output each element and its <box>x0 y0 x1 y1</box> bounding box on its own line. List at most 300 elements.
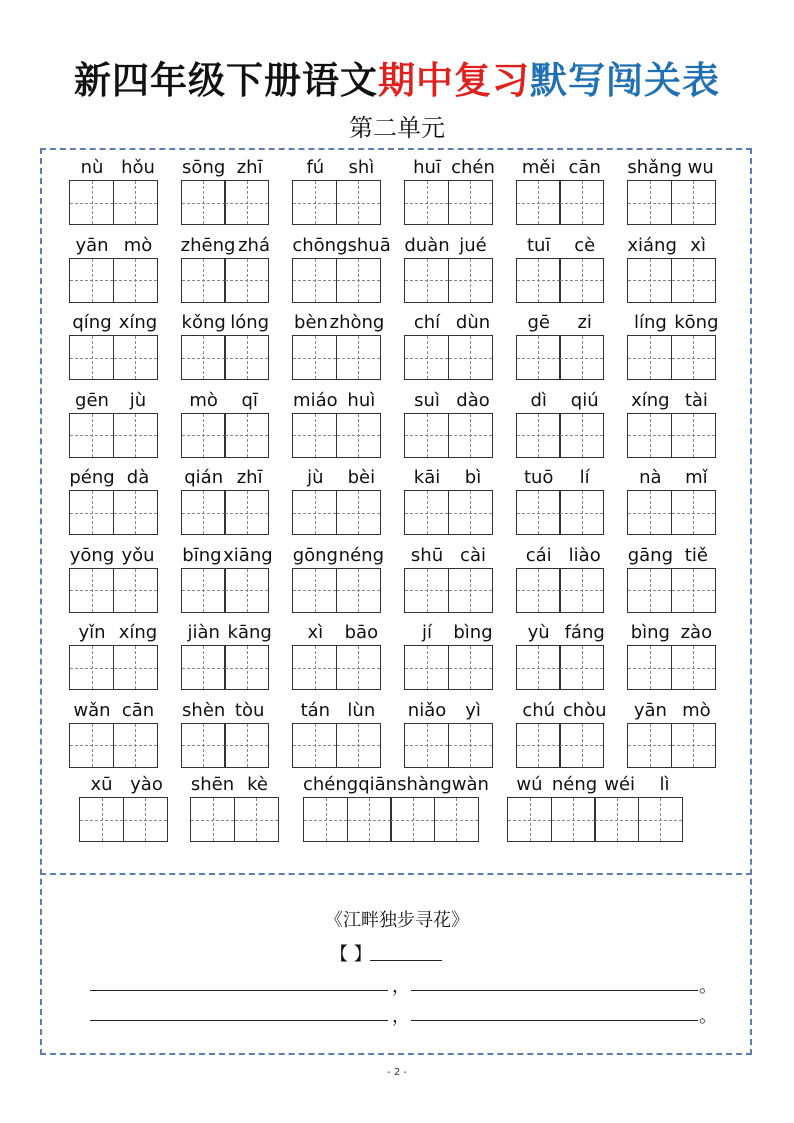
tianzige-box[interactable] <box>404 568 449 613</box>
pinyin-label <box>627 388 719 414</box>
pinyin-label <box>627 698 719 724</box>
word-cell <box>627 155 739 233</box>
tianzige-box[interactable] <box>336 258 381 303</box>
pinyin-row <box>69 543 739 621</box>
tianzige-box[interactable] <box>292 645 337 690</box>
word-cell <box>292 543 404 621</box>
pinyin-syllable: miáo <box>293 389 338 411</box>
pinyin-syllable: cái <box>525 544 552 566</box>
pinyin-syllable: zhá <box>238 234 270 256</box>
tianzige-box[interactable] <box>404 258 449 303</box>
tianzige-box[interactable] <box>336 568 381 613</box>
pinyin-label <box>627 233 719 259</box>
tianzige-box[interactable] <box>292 568 337 613</box>
word-cell <box>507 772 689 847</box>
writing-boxes <box>292 568 379 614</box>
tianzige-box[interactable] <box>113 645 158 690</box>
pinyin-syllable: shēn <box>190 774 235 795</box>
page-title <box>0 50 794 104</box>
pinyin-label <box>69 465 161 491</box>
tianzige-box[interactable] <box>671 723 716 768</box>
tianzige-box[interactable] <box>559 413 604 458</box>
writing-boxes <box>516 490 603 536</box>
tianzige-box[interactable] <box>181 645 226 690</box>
pinyin-syllable: chú <box>522 699 556 721</box>
writing-boxes <box>69 490 156 536</box>
pinyin-syllable: gōng <box>292 544 338 566</box>
pinyin-syllable: gē <box>527 312 550 333</box>
pinyin-row <box>69 310 739 388</box>
pinyin-label <box>404 620 496 646</box>
word-cell <box>404 388 516 466</box>
tianzige-box[interactable] <box>551 797 596 842</box>
tianzige-box[interactable] <box>113 413 158 458</box>
pinyin-syllable: líng <box>633 312 667 333</box>
writing-boxes <box>627 335 714 381</box>
word-cell <box>516 310 628 388</box>
tianzige-box[interactable] <box>627 645 672 690</box>
pinyin-syllable: zhēng <box>180 234 236 256</box>
pinyin-syllable: tuī <box>526 234 551 256</box>
pinyin-label <box>404 698 496 724</box>
tianzige-box[interactable] <box>181 258 226 303</box>
tianzige-box[interactable] <box>336 723 381 768</box>
tianzige-box[interactable] <box>404 490 449 535</box>
writing-boxes <box>404 258 491 304</box>
pinyin-label <box>181 155 273 181</box>
pinyin-syllable: huī <box>413 157 441 178</box>
tianzige-box[interactable] <box>448 335 493 380</box>
pinyin-syllable: wu <box>687 157 714 178</box>
pinyin-syllable: tuō <box>523 467 554 488</box>
pinyin-syllable: jiàn <box>187 622 220 643</box>
pinyin-syllable: zhī <box>236 157 263 178</box>
pinyin-syllable: shǎng <box>627 157 683 178</box>
word-cell <box>79 772 171 847</box>
tianzige-box[interactable] <box>190 797 235 842</box>
writing-boxes <box>404 568 491 614</box>
tianzige-box[interactable] <box>69 413 114 458</box>
pinyin-syllable: tài <box>684 389 708 411</box>
tianzige-box[interactable] <box>559 490 604 535</box>
pinyin-syllable: fú <box>306 157 325 178</box>
tianzige-box[interactable] <box>671 180 716 225</box>
tianzige-box[interactable] <box>224 180 269 225</box>
pinyin-syllable: lí <box>579 467 590 488</box>
word-cell <box>627 620 739 698</box>
pinyin-syllable: qiú <box>570 389 599 411</box>
pinyin-syllable: jù <box>307 467 324 488</box>
tianzige-box[interactable] <box>113 180 158 225</box>
word-cell <box>627 233 739 311</box>
tianzige-box[interactable] <box>224 258 269 303</box>
pinyin-syllable: yào <box>130 774 163 795</box>
tianzige-box[interactable] <box>671 413 716 458</box>
tianzige-box[interactable] <box>181 568 226 613</box>
tianzige-box[interactable] <box>516 413 561 458</box>
writing-boxes <box>69 568 156 614</box>
word-cell <box>69 620 181 698</box>
pinyin-row <box>69 233 739 311</box>
tianzige-box[interactable] <box>516 568 561 613</box>
pinyin-syllable: dà <box>126 467 150 488</box>
tianzige-box[interactable] <box>671 645 716 690</box>
writing-boxes <box>627 180 714 226</box>
word-cell <box>516 465 628 543</box>
word-cell <box>69 698 181 776</box>
tianzige-box[interactable] <box>292 335 337 380</box>
pinyin-label <box>627 465 719 491</box>
tianzige-box[interactable] <box>113 723 158 768</box>
pinyin-syllable: bāo <box>344 622 379 643</box>
word-cell <box>69 310 181 388</box>
pinyin-label <box>627 543 719 569</box>
writing-boxes <box>404 180 491 226</box>
tianzige-box[interactable] <box>434 797 479 842</box>
pinyin-label <box>181 698 273 724</box>
tianzige-box[interactable] <box>516 335 561 380</box>
tianzige-box[interactable] <box>181 413 226 458</box>
pinyin-syllable: dùn <box>455 312 491 333</box>
tianzige-box[interactable] <box>671 258 716 303</box>
tianzige-box[interactable] <box>79 797 124 842</box>
tianzige-box[interactable] <box>671 335 716 380</box>
pinyin-label <box>303 772 489 798</box>
pinyin-syllable: tiě <box>684 544 708 566</box>
poem-line-2a[interactable] <box>90 1020 388 1021</box>
writing-boxes <box>516 180 603 226</box>
poem-line-1b[interactable] <box>411 990 698 991</box>
pinyin-syllable: kāi <box>413 467 441 488</box>
word-cell <box>404 465 516 543</box>
tianzige-box[interactable] <box>181 180 226 225</box>
tianzige-box[interactable] <box>336 180 381 225</box>
word-cell <box>627 310 739 388</box>
pinyin-syllable: mò <box>123 234 153 256</box>
tianzige-box[interactable] <box>627 568 672 613</box>
pinyin-label <box>404 465 496 491</box>
word-cell <box>181 698 293 776</box>
writing-boxes <box>292 645 379 691</box>
word-cell <box>627 465 739 543</box>
pinyin-syllable: xiáng <box>627 234 677 256</box>
pinyin-syllable: nù <box>80 157 104 178</box>
pinyin-label <box>69 620 161 646</box>
pinyin-syllable: wǎn <box>73 699 111 721</box>
tianzige-box[interactable] <box>594 797 639 842</box>
pinyin-syllable: xíng <box>118 622 158 643</box>
title-part-review: 复习 <box>454 58 530 102</box>
tianzige-box[interactable] <box>303 797 348 842</box>
pinyin-row <box>69 155 739 233</box>
word-cell <box>516 543 628 621</box>
tianzige-box[interactable] <box>292 490 337 535</box>
pinyin-syllable: hǒu <box>121 157 155 178</box>
writing-boxes <box>181 258 268 304</box>
pinyin-syllable: qiān <box>358 774 398 795</box>
tianzige-box[interactable] <box>69 568 114 613</box>
tianzige-box[interactable] <box>347 797 392 842</box>
pinyin-syllable: cè <box>574 234 596 256</box>
tianzige-box[interactable] <box>448 645 493 690</box>
pinyin-syllable: lì <box>659 774 670 795</box>
writing-boxes <box>404 490 491 536</box>
pinyin-syllable: jù <box>129 389 147 411</box>
pinyin-label <box>404 233 496 259</box>
tianzige-box[interactable] <box>181 335 226 380</box>
word-cell <box>292 698 404 776</box>
tianzige-box[interactable] <box>516 180 561 225</box>
pinyin-label <box>627 620 719 646</box>
pinyin-syllable: yǐn <box>78 622 106 643</box>
writing-boxes <box>292 723 379 769</box>
tianzige-box[interactable] <box>516 490 561 535</box>
word-cell <box>404 310 516 388</box>
writing-boxes <box>181 335 268 381</box>
tianzige-box[interactable] <box>671 568 716 613</box>
pinyin-label <box>516 155 608 181</box>
tianzige-box[interactable] <box>292 180 337 225</box>
page-number: - 2 - <box>387 1067 407 1078</box>
tianzige-box[interactable] <box>448 723 493 768</box>
pinyin-syllable: xū <box>90 774 113 795</box>
tianzige-box[interactable] <box>627 413 672 458</box>
tianzige-box[interactable] <box>448 413 493 458</box>
word-cell <box>404 155 516 233</box>
pinyin-label <box>190 772 280 798</box>
tianzige-box[interactable] <box>336 645 381 690</box>
word-cell <box>292 620 404 698</box>
pinyin-label <box>292 543 384 569</box>
unit-subtitle: 第二单元 <box>349 114 445 142</box>
tianzige-box[interactable] <box>559 335 604 380</box>
tianzige-box[interactable] <box>404 723 449 768</box>
writing-boxes <box>292 258 379 304</box>
pinyin-label <box>292 233 391 259</box>
tianzige-box[interactable] <box>224 335 269 380</box>
tianzige-box[interactable] <box>627 335 672 380</box>
pinyin-syllable: xíng <box>631 389 670 411</box>
pinyin-syllable: qī <box>241 389 258 411</box>
word-cell <box>181 465 293 543</box>
pinyin-syllable: wàn <box>451 774 489 795</box>
title-part-dictation: 默写闯关表 <box>530 58 720 102</box>
word-cell <box>627 698 739 776</box>
pinyin-label <box>69 698 161 724</box>
pinyin-label <box>516 233 608 259</box>
pinyin-syllable: wú <box>516 774 543 795</box>
tianzige-box[interactable] <box>224 568 269 613</box>
tianzige-box[interactable] <box>69 258 114 303</box>
pinyin-row <box>69 388 739 466</box>
pinyin-label <box>292 465 384 491</box>
pinyin-syllable: gēn <box>75 389 109 411</box>
pinyin-label <box>181 310 273 336</box>
word-cell <box>292 310 404 388</box>
tianzige-box[interactable] <box>336 490 381 535</box>
author-answer-line[interactable] <box>370 960 442 961</box>
tianzige-box[interactable] <box>507 797 552 842</box>
pinyin-syllable: shuā <box>347 234 391 256</box>
word-cell <box>69 388 181 466</box>
pinyin-syllable: qíng <box>72 312 112 333</box>
tianzige-box[interactable] <box>448 490 493 535</box>
tianzige-box[interactable] <box>559 723 604 768</box>
tianzige-box[interactable] <box>627 723 672 768</box>
writing-boxes <box>404 723 491 769</box>
pinyin-row <box>69 465 739 543</box>
tianzige-box[interactable] <box>69 335 114 380</box>
tianzige-box[interactable] <box>404 180 449 225</box>
pinyin-syllable: zhòng <box>329 312 385 333</box>
word-cell <box>292 465 404 543</box>
writing-boxes <box>516 413 603 459</box>
pinyin-label <box>292 698 384 724</box>
tianzige-box[interactable] <box>224 723 269 768</box>
tianzige-box[interactable] <box>404 645 449 690</box>
pinyin-syllable: bìng <box>453 622 493 643</box>
writing-boxes <box>79 797 166 843</box>
pinyin-syllable: bìng <box>630 622 670 643</box>
pinyin-syllable: yān <box>75 234 109 256</box>
pinyin-syllable: yǒu <box>121 544 155 566</box>
word-cell <box>181 543 293 621</box>
tianzige-box[interactable] <box>234 797 279 842</box>
pinyin-syllable: sōng <box>182 157 226 178</box>
tianzige-box[interactable] <box>404 413 449 458</box>
pinyin-label <box>69 233 161 259</box>
word-cell <box>516 698 628 776</box>
pinyin-label <box>516 310 608 336</box>
writing-boxes <box>507 797 681 843</box>
pinyin-label <box>292 155 384 181</box>
writing-boxes <box>181 645 268 691</box>
tianzige-box[interactable] <box>69 645 114 690</box>
writing-boxes <box>627 568 714 614</box>
tianzige-box[interactable] <box>181 490 226 535</box>
writing-boxes <box>181 723 268 769</box>
tianzige-box[interactable] <box>224 490 269 535</box>
writing-boxes <box>516 335 603 381</box>
poem-title: 《江畔独步寻花》 <box>325 910 469 931</box>
tianzige-box[interactable] <box>113 258 158 303</box>
poem-line-2b[interactable] <box>411 1020 698 1021</box>
pinyin-label <box>404 155 496 181</box>
tianzige-box[interactable] <box>292 258 337 303</box>
tianzige-box[interactable] <box>559 568 604 613</box>
tianzige-box[interactable] <box>292 413 337 458</box>
tianzige-box[interactable] <box>404 335 449 380</box>
writing-boxes <box>292 180 379 226</box>
pinyin-syllable: lùn <box>347 699 376 721</box>
pinyin-syllable: xiāng <box>223 544 273 566</box>
pinyin-syllable: kè <box>247 774 268 795</box>
tianzige-box[interactable] <box>448 258 493 303</box>
tianzige-box[interactable] <box>113 490 158 535</box>
pinyin-label <box>292 310 384 336</box>
tianzige-box[interactable] <box>559 645 604 690</box>
pinyin-label <box>516 388 608 414</box>
pinyin-syllable: chí <box>413 312 441 333</box>
word-cell <box>516 155 628 233</box>
tianzige-box[interactable] <box>448 180 493 225</box>
tianzige-box[interactable] <box>113 568 158 613</box>
tianzige-box[interactable] <box>448 568 493 613</box>
pinyin-label <box>404 543 496 569</box>
poem-period-2: 。 <box>699 1006 717 1027</box>
writing-boxes <box>69 723 156 769</box>
tianzige-box[interactable] <box>390 797 435 842</box>
pinyin-syllable: huì <box>347 389 376 411</box>
tianzige-box[interactable] <box>69 180 114 225</box>
tianzige-box[interactable] <box>516 258 561 303</box>
tianzige-box[interactable] <box>336 413 381 458</box>
writing-boxes <box>190 797 277 843</box>
poem-comma-1: ， <box>392 976 410 997</box>
pinyin-syllable: bèn <box>294 312 328 333</box>
writing-boxes <box>181 568 268 614</box>
writing-boxes <box>181 490 268 536</box>
word-cell <box>292 388 404 466</box>
pinyin-label <box>404 388 496 414</box>
tianzige-box[interactable] <box>638 797 683 842</box>
tianzige-box[interactable] <box>516 645 561 690</box>
tianzige-box[interactable] <box>181 723 226 768</box>
writing-boxes <box>404 413 491 459</box>
pinyin-syllable: chòu <box>562 699 607 721</box>
tianzige-box[interactable] <box>627 180 672 225</box>
pinyin-syllable: yōng <box>69 544 115 566</box>
tianzige-box[interactable] <box>336 335 381 380</box>
tianzige-box[interactable] <box>123 797 168 842</box>
tianzige-box[interactable] <box>224 645 269 690</box>
word-cell <box>69 155 181 233</box>
tianzige-box[interactable] <box>224 413 269 458</box>
pinyin-syllable: cān <box>568 157 601 178</box>
pinyin-syllable: qián <box>184 467 224 488</box>
pinyin-syllable: xì <box>307 622 324 643</box>
pinyin-syllable: suì <box>414 389 440 411</box>
section-divider <box>40 873 752 875</box>
word-cell <box>627 388 739 466</box>
writing-boxes <box>181 413 268 459</box>
tianzige-box[interactable] <box>292 723 337 768</box>
tianzige-box[interactable] <box>516 723 561 768</box>
tianzige-box[interactable] <box>113 335 158 380</box>
tianzige-box[interactable] <box>627 490 672 535</box>
word-cell <box>181 620 293 698</box>
writing-boxes <box>516 723 603 769</box>
tianzige-box[interactable] <box>559 258 604 303</box>
poem-line-1a[interactable] <box>90 990 388 991</box>
pinyin-label <box>292 388 384 414</box>
poem-author-bracket: 【 】 <box>330 944 372 965</box>
pinyin-syllable: tòu <box>234 699 265 721</box>
pinyin-label <box>181 388 273 414</box>
pinyin-syllable: wéi <box>604 774 636 795</box>
tianzige-box[interactable] <box>671 490 716 535</box>
tianzige-box[interactable] <box>69 723 114 768</box>
word-cell <box>292 233 404 311</box>
word-cell <box>69 543 181 621</box>
pinyin-syllable: yù <box>527 622 550 643</box>
word-cell <box>181 310 293 388</box>
tianzige-box[interactable] <box>559 180 604 225</box>
pinyin-syllable: chōng <box>292 234 348 256</box>
tianzige-box[interactable] <box>69 490 114 535</box>
pinyin-syllable: niǎo <box>407 699 447 721</box>
tianzige-box[interactable] <box>627 258 672 303</box>
